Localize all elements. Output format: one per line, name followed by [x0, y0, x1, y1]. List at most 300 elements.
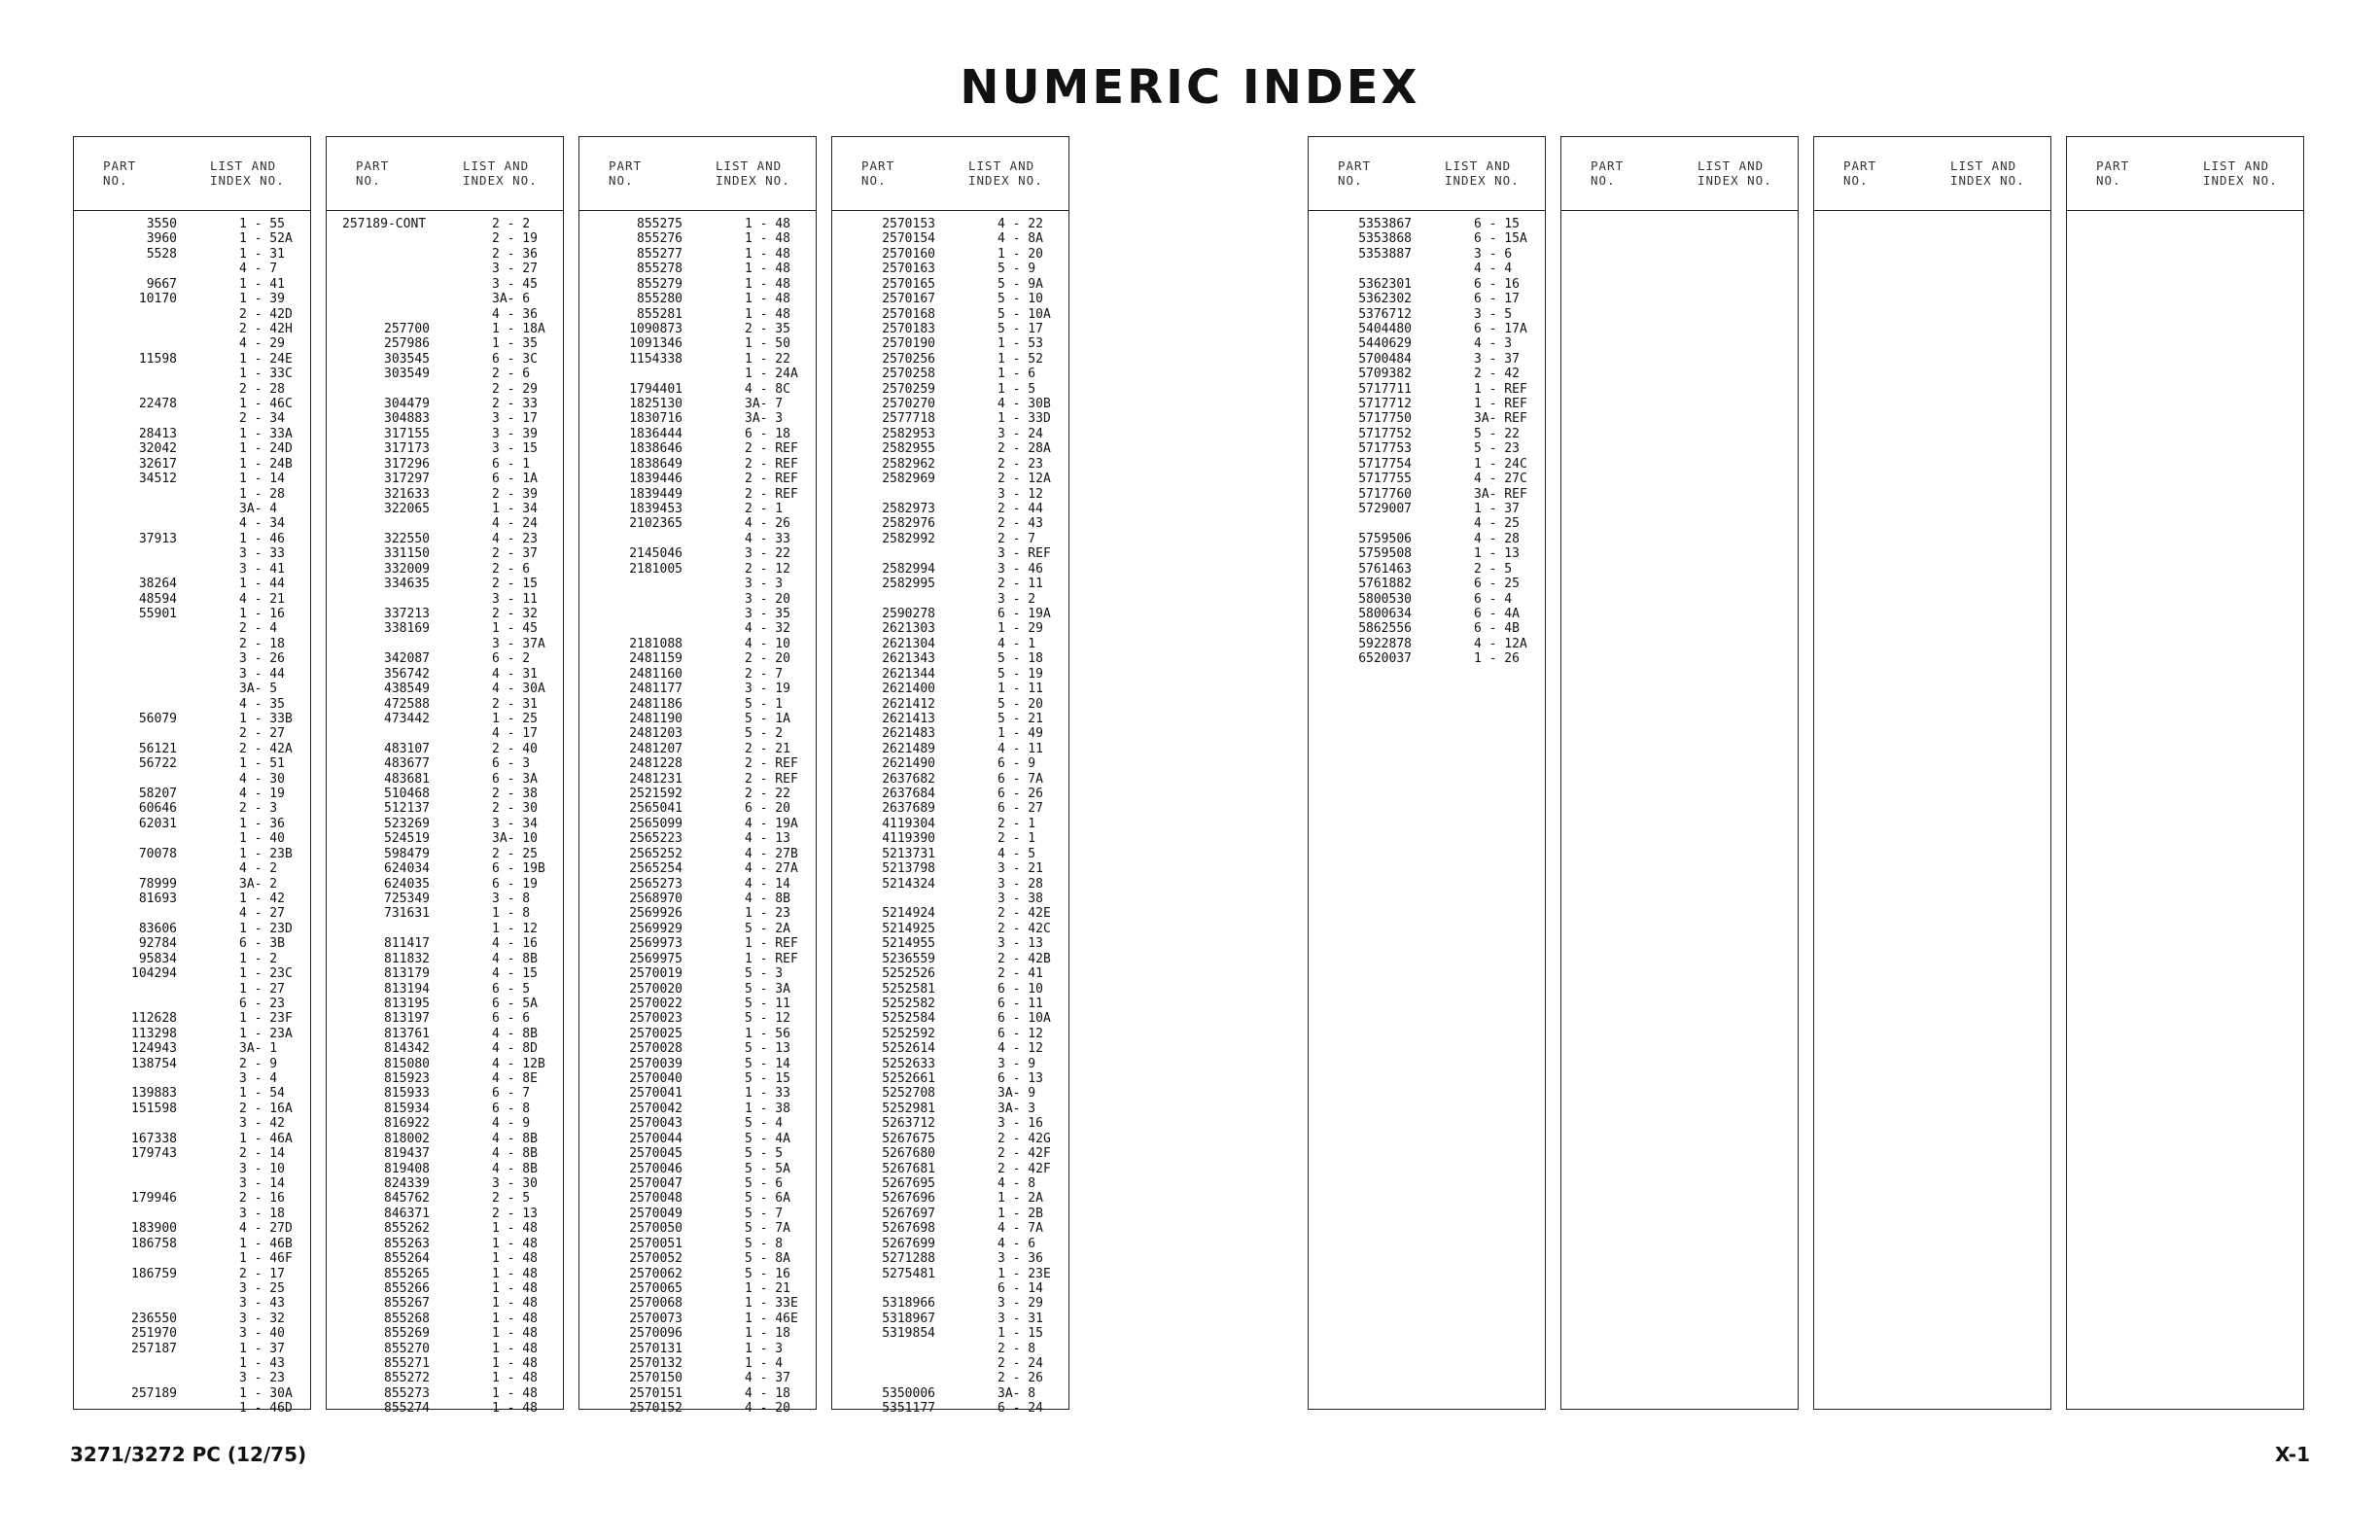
part-number: 1825130	[629, 397, 682, 412]
list-index-number: 4 - 8C	[745, 381, 790, 397]
index-row	[1309, 607, 1545, 621]
index-row	[74, 487, 310, 502]
index-row	[832, 756, 1068, 771]
list-index-number: 2 - 23	[998, 456, 1043, 472]
index-row	[579, 411, 816, 426]
index-row	[327, 697, 563, 712]
part-number: 38264	[138, 577, 177, 592]
part-number: 179743	[131, 1146, 177, 1162]
index-row	[74, 1386, 310, 1401]
list-index-number: 5 - 4A	[745, 1131, 790, 1146]
list-index-number: 1 - 11	[998, 682, 1043, 697]
list-index-number: 4 - 27A	[745, 861, 798, 877]
part-number: 303549	[384, 367, 430, 382]
list-index-number: 4 - 2	[239, 861, 278, 877]
list-index-number: 6 - 5	[492, 981, 531, 997]
index-row	[327, 1386, 563, 1401]
part-number: 2481203	[629, 726, 682, 742]
part-number: 22478	[138, 397, 177, 412]
list-index-number: 1 - 41	[239, 276, 285, 292]
index-column	[831, 136, 1069, 1417]
list-index-number: 4 - 15	[492, 966, 538, 982]
part-number: 438549	[384, 682, 430, 697]
part-number: 2570153	[882, 217, 935, 231]
list-index-number: 3 - 36	[998, 1251, 1043, 1267]
part-number: 5800530	[1358, 591, 1412, 607]
part-number: 5213798	[882, 861, 935, 877]
index-row	[327, 532, 563, 546]
index-row	[579, 502, 816, 516]
part-number: 2570065	[629, 1280, 682, 1296]
list-index-number: 5 - 21	[998, 711, 1043, 726]
part-number: 855266	[384, 1280, 430, 1296]
index-row	[74, 712, 310, 726]
list-index-number: 5 - 6A	[745, 1191, 790, 1207]
list-index-number: 4 - 8	[998, 1176, 1036, 1191]
list-index-number: 2 - 42C	[998, 921, 1051, 936]
list-index-number: 3A- 4	[239, 502, 278, 517]
list-index-number: 1 - 48	[492, 1296, 538, 1312]
part-number: 317173	[384, 441, 430, 457]
index-row	[579, 966, 816, 981]
part-number: 5267699	[882, 1236, 935, 1251]
part-number: 5717750	[1358, 411, 1412, 427]
list-index-number: 6 - 3A	[492, 771, 538, 787]
part-number: 5252708	[882, 1086, 935, 1102]
index-row	[74, 516, 310, 531]
index-row	[832, 1326, 1068, 1341]
list-index-number: 4 - 12	[998, 1041, 1043, 1057]
index-row	[74, 472, 310, 486]
part-number: 2582992	[882, 531, 935, 546]
list-index-number: 1 - 18	[745, 1326, 790, 1342]
index-row	[579, 487, 816, 502]
list-index-header: LIST AND INDEX NO.	[1445, 158, 1520, 188]
list-index-number: 1 - 48	[492, 1251, 538, 1267]
list-index-number: 3 - 25	[239, 1280, 285, 1296]
index-row	[74, 667, 310, 682]
list-index-number: 2 - 24	[998, 1356, 1043, 1372]
index-row	[579, 936, 816, 951]
index-row	[74, 742, 310, 756]
list-index-number: 1 - 48	[745, 262, 790, 277]
index-row	[832, 562, 1068, 577]
list-index-number: 4 - 35	[239, 696, 285, 712]
list-index-number: 1 - 38	[745, 1101, 790, 1116]
index-row	[327, 756, 563, 771]
list-index-number: 1 - 46F	[239, 1251, 293, 1267]
part-number: 179946	[131, 1191, 177, 1207]
index-row	[74, 322, 310, 336]
list-index-number: 6 - 10A	[998, 1011, 1051, 1027]
part-number: 5717711	[1358, 381, 1412, 397]
index-row	[74, 1146, 310, 1161]
index-row	[327, 307, 563, 322]
part-number: 37913	[138, 531, 177, 546]
list-index-number: 5 - 12	[745, 1011, 790, 1027]
part-number: 2570049	[629, 1206, 682, 1221]
list-index-number: 1 - 13	[1474, 546, 1520, 562]
part-number: 5800634	[1358, 606, 1412, 621]
part-number: 332009	[384, 561, 430, 577]
index-row	[832, 1251, 1068, 1266]
part-number: 1838646	[629, 441, 682, 457]
list-index-number: 3 - 28	[998, 876, 1043, 892]
list-index-number: 4 - 22	[998, 217, 1043, 231]
index-row	[1309, 352, 1545, 367]
part-number: 2521592	[629, 787, 682, 802]
list-index-number: 3 - 46	[998, 561, 1043, 577]
list-index-number: 4 - 20	[745, 1401, 790, 1417]
list-index-number: 1 - 48	[492, 1356, 538, 1372]
part-number: 598479	[384, 846, 430, 861]
index-row	[1309, 457, 1545, 472]
list-index-number: 2 - REF	[745, 486, 798, 502]
index-row	[832, 336, 1068, 351]
list-index-number: 2 - 7	[998, 531, 1036, 546]
part-number: 1154338	[629, 351, 682, 367]
index-row	[327, 817, 563, 831]
index-row	[74, 1267, 310, 1281]
list-index-number: 1 - 34	[492, 502, 538, 517]
index-row	[74, 637, 310, 651]
list-index-number: 6 - 3	[492, 756, 531, 772]
part-number: 855265	[384, 1266, 430, 1281]
part-number: 2582976	[882, 516, 935, 532]
part-number: 2570020	[629, 981, 682, 997]
list-index-number: 1 - 8	[492, 906, 531, 922]
index-row	[327, 1371, 563, 1385]
index-row	[579, 1207, 816, 1221]
part-number: 1839446	[629, 472, 682, 487]
index-row	[579, 817, 816, 831]
part-number: 331150	[384, 546, 430, 562]
list-index-number: 2 - 15	[492, 577, 538, 592]
list-index-number: 2 - 1	[745, 502, 784, 517]
part-number: 2481160	[629, 666, 682, 682]
part-number: 1839449	[629, 486, 682, 502]
part-number: 2621304	[882, 636, 935, 651]
index-row	[74, 231, 310, 246]
index-row	[832, 726, 1068, 741]
list-index-number: 5 - 1	[745, 696, 784, 712]
index-row	[832, 1162, 1068, 1176]
list-index-number: 5 - 8A	[745, 1251, 790, 1267]
part-number: 2582973	[882, 502, 935, 517]
part-number: 4119304	[882, 816, 935, 831]
list-index-number: 1 - 33C	[239, 367, 293, 382]
index-row	[832, 397, 1068, 411]
index-row	[579, 397, 816, 411]
index-row	[1309, 441, 1545, 456]
index-row	[1309, 382, 1545, 397]
part-number: 62031	[138, 816, 177, 831]
list-index-number: 1 - 2	[239, 951, 278, 966]
part-number: 303545	[384, 351, 430, 367]
part-number: 81693	[138, 891, 177, 906]
index-row	[832, 1057, 1068, 1071]
part-number: 2570165	[882, 276, 935, 292]
part-number: 855274	[384, 1401, 430, 1417]
index-row	[579, 1251, 816, 1266]
part-number: 151598	[131, 1101, 177, 1116]
list-index-number: 3 - 3	[745, 577, 784, 592]
index-row	[74, 427, 310, 441]
list-index-number: 2 - 28A	[998, 441, 1051, 457]
index-row	[832, 1401, 1068, 1416]
index-row	[1309, 277, 1545, 292]
index-row	[74, 817, 310, 831]
list-index-header: LIST AND INDEX NO.	[463, 158, 538, 188]
list-index-number: 3A- REF	[1474, 411, 1527, 427]
index-row	[1309, 322, 1545, 336]
column-header	[1814, 137, 2050, 211]
list-index-number: 6 - 17A	[1474, 321, 1527, 336]
index-row	[1309, 546, 1545, 561]
list-index-number: 1 - REF	[1474, 381, 1527, 397]
list-index-number: 6 - 3C	[492, 351, 538, 367]
index-row	[832, 1207, 1068, 1221]
part-number: 337213	[384, 606, 430, 621]
list-index-number: 5 - 9	[998, 262, 1036, 277]
part-number: 2637684	[882, 787, 935, 802]
index-row	[832, 592, 1068, 607]
list-index-number: 1 - 20	[998, 246, 1043, 262]
list-index-number: 1 - 33D	[998, 411, 1051, 427]
index-row	[74, 1221, 310, 1236]
list-index-number: 1 - 48	[492, 1326, 538, 1342]
list-index-number: 1 - 4	[745, 1356, 784, 1372]
part-number: 855268	[384, 1311, 430, 1326]
index-row	[1309, 562, 1545, 577]
index-row	[74, 217, 310, 231]
list-index-number: 1 - 51	[239, 756, 285, 772]
list-index-number: 1 - 23F	[239, 1011, 293, 1027]
list-index-number: 6 - 23	[239, 996, 285, 1011]
part-number: 2590278	[882, 606, 935, 621]
list-index-number: 4 - 13	[745, 831, 790, 847]
part-number: 104294	[131, 966, 177, 982]
index-row	[832, 472, 1068, 486]
index-row	[327, 336, 563, 351]
list-index-number: 1 - 18A	[492, 321, 545, 336]
list-index-number: 1 - 46D	[239, 1401, 293, 1417]
part-number: 813197	[384, 1011, 430, 1027]
list-index-number: 1 - 24E	[239, 351, 293, 367]
column-header	[832, 137, 1068, 211]
index-row	[579, 217, 816, 231]
index-row	[74, 382, 310, 397]
list-index-number: 3 - 5	[1474, 306, 1513, 322]
list-index-number: 1 - 46B	[239, 1236, 293, 1251]
index-row	[832, 231, 1068, 246]
index-row	[1309, 367, 1545, 381]
part-number: 855262	[384, 1221, 430, 1237]
list-index-number: 6 - 14	[998, 1280, 1043, 1296]
index-row	[579, 922, 816, 936]
list-index-number: 1 - 48	[492, 1311, 538, 1326]
part-no-header: PART NO.	[2096, 158, 2130, 188]
index-row	[832, 952, 1068, 966]
list-index-number: 3 - 2	[998, 591, 1036, 607]
list-index-number: 1 - 46E	[745, 1311, 798, 1326]
index-row	[327, 1057, 563, 1071]
index-row	[832, 1296, 1068, 1311]
list-index-number: 1 - 48	[492, 1371, 538, 1386]
part-number: 855271	[384, 1356, 430, 1372]
index-row	[74, 801, 310, 816]
index-row	[74, 1132, 310, 1146]
part-number: 846371	[384, 1206, 430, 1221]
list-index-number: 3 - 23	[239, 1371, 285, 1386]
index-row	[74, 562, 310, 577]
index-row	[327, 922, 563, 936]
index-row	[832, 982, 1068, 997]
list-index-number: 2 - 42E	[998, 906, 1051, 922]
list-index-number: 5 - 10	[998, 292, 1043, 307]
part-number: 236550	[131, 1311, 177, 1326]
list-index-number: 6 - 13	[998, 1071, 1043, 1087]
part-number: 2570023	[629, 1011, 682, 1027]
part-number: 5213731	[882, 846, 935, 861]
index-row	[74, 367, 310, 381]
index-row	[832, 411, 1068, 426]
list-index-number: 4 - 8E	[492, 1071, 538, 1087]
index-row	[832, 516, 1068, 531]
part-number: 2569975	[629, 951, 682, 966]
index-row	[74, 1176, 310, 1191]
index-row	[832, 532, 1068, 546]
list-index-number: 4 - 12B	[492, 1056, 545, 1071]
list-index-number: 3 - 32	[239, 1311, 285, 1326]
list-index-number: 4 - 30B	[998, 397, 1051, 412]
index-row	[327, 1312, 563, 1326]
list-index-number: 3A- 10	[492, 831, 538, 847]
part-number: 855280	[637, 292, 682, 307]
list-index-number: 2 - 26	[998, 1371, 1043, 1386]
column-header	[1561, 137, 1798, 211]
index-row	[327, 742, 563, 756]
list-index-number: 4 - 8B	[492, 1026, 538, 1041]
part-number: 2582994	[882, 561, 935, 577]
part-number: 60646	[138, 801, 177, 817]
list-index-number: 2 - REF	[745, 441, 798, 457]
part-number: 5252661	[882, 1071, 935, 1087]
part-number: 816922	[384, 1116, 430, 1132]
index-row	[832, 651, 1068, 666]
part-number: 183900	[131, 1221, 177, 1237]
list-index-number: 1 - 33B	[239, 711, 293, 726]
list-index-number: 4 - 25	[1474, 516, 1520, 532]
index-row	[74, 892, 310, 906]
index-row	[74, 772, 310, 787]
part-number: 483107	[384, 741, 430, 756]
index-row	[579, 1312, 816, 1326]
part-number: 2621483	[882, 726, 935, 742]
part-no-header: PART NO.	[103, 158, 137, 188]
list-index-number: 6 - 9	[998, 756, 1036, 772]
index-row	[579, 577, 816, 591]
part-number: 2582995	[882, 577, 935, 592]
part-number: 5252582	[882, 996, 935, 1011]
index-column	[326, 136, 564, 1417]
index-row	[74, 877, 310, 892]
index-row	[579, 682, 816, 696]
list-index-number: 1 - 15	[998, 1326, 1043, 1342]
list-index-number: 2 - 2	[492, 217, 531, 231]
list-index-number: 1 - 35	[492, 336, 538, 352]
list-index-number: 2 - 41	[998, 966, 1043, 982]
list-index-number: 1 - 42	[239, 891, 285, 906]
part-number: 2582969	[882, 472, 935, 487]
part-number: 257189-CONT	[342, 217, 427, 231]
list-index-number: 2 - 13	[492, 1206, 538, 1221]
index-row	[327, 621, 563, 636]
list-index-number: 3 - 30	[492, 1176, 538, 1191]
index-row	[579, 1281, 816, 1296]
list-index-number: 1 - 48	[745, 246, 790, 262]
list-index-number: 5 - 15	[745, 1071, 790, 1087]
index-row	[327, 607, 563, 621]
list-index-number: 1 - 46A	[239, 1131, 293, 1146]
index-row	[74, 936, 310, 951]
part-number: 2570163	[882, 262, 935, 277]
index-row	[832, 877, 1068, 892]
list-index-number: 2 - 4	[239, 621, 278, 637]
list-index-number: 3 - 15	[492, 441, 538, 457]
list-index-number: 5 - 16	[745, 1266, 790, 1281]
part-number: 9667	[146, 276, 177, 292]
index-row	[327, 982, 563, 997]
index-row	[579, 1011, 816, 1026]
index-row	[74, 997, 310, 1011]
part-number: 2570160	[882, 246, 935, 262]
index-row	[579, 262, 816, 276]
index-row	[327, 1401, 563, 1416]
list-index-number: 2 - 27	[239, 726, 285, 742]
part-number: 5440629	[1358, 336, 1412, 352]
index-row	[1309, 427, 1545, 441]
list-index-number: 6 - 25	[1474, 577, 1520, 592]
index-row	[832, 607, 1068, 621]
index-row	[74, 532, 310, 546]
list-index-number: 5 - 22	[1474, 426, 1520, 441]
index-row	[1309, 247, 1545, 262]
list-index-number: 2 - 39	[492, 486, 538, 502]
list-index-number: 1 - 45	[492, 621, 538, 637]
part-number: 58207	[138, 787, 177, 802]
index-row	[832, 861, 1068, 876]
part-number: 5362301	[1358, 276, 1412, 292]
list-index-number: 1 - 48	[492, 1385, 538, 1401]
index-row	[832, 1146, 1068, 1161]
list-index-number: 3A- 3	[745, 411, 784, 427]
list-index-header: LIST AND INDEX NO.	[968, 158, 1043, 188]
list-index-number: 3 - 14	[239, 1176, 285, 1191]
list-index-number: 2 - 40	[492, 741, 538, 756]
part-number: 5252584	[882, 1011, 935, 1027]
index-row	[579, 1356, 816, 1371]
index-row	[579, 756, 816, 771]
index-row	[74, 1342, 310, 1356]
part-number: 2565041	[629, 801, 682, 817]
list-index-number: 1 - 48	[745, 276, 790, 292]
part-number: 2570019	[629, 966, 682, 982]
part-number: 2570039	[629, 1056, 682, 1071]
list-index-number: 2 - 5	[492, 1191, 531, 1207]
part-number: 2570152	[629, 1401, 682, 1417]
part-number: 512137	[384, 801, 430, 817]
